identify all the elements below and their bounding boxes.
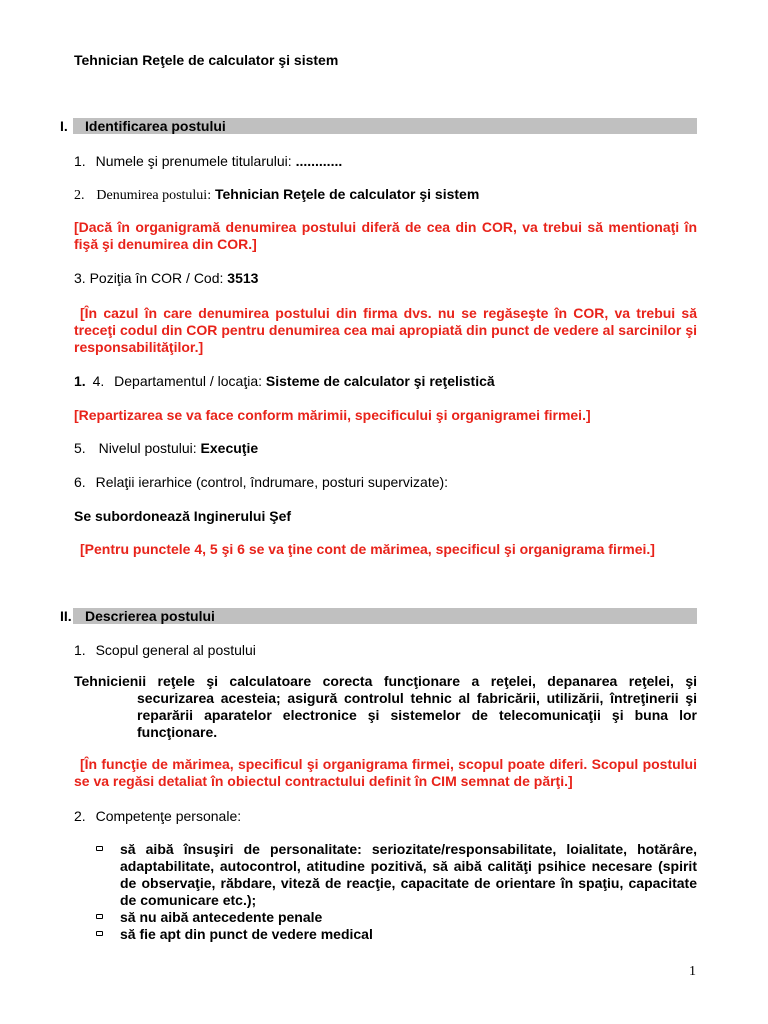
item-prefix: 1. xyxy=(74,373,86,389)
subordination-text: Se subordonează Inginerului Şef xyxy=(74,508,292,524)
item-departament xyxy=(74,373,495,390)
note-puncte: [Pentru punctele 4, 5 şi 6 se va ţine cont de mărimea, specificul şi organigrama firmei.] xyxy=(80,541,655,557)
item-label: 3. Poziţia în COR / Cod: xyxy=(74,270,224,286)
item-number: 2. xyxy=(74,808,86,824)
item-number: 4. xyxy=(92,373,105,389)
item-number: 2. xyxy=(74,188,85,203)
item-label: Departamentul / locaţia: xyxy=(114,373,263,389)
item-value: ............ xyxy=(295,153,343,169)
item-label: Competenţe personale: xyxy=(95,808,242,824)
page-number: 1 xyxy=(689,964,696,979)
item-label: Denumirea postului: xyxy=(96,188,212,203)
item-label: Nivelul postului: xyxy=(98,440,197,456)
note-cor-code: [În cazul în care denumirea postului din firma dvs. nu se regăseşte în COR, va trebui să treceţi codul din COR pentru denumirea cea mai apropiată din punct de vedere al sarcinilor şi responsabilităţilor.] xyxy=(74,305,697,355)
section-title: Identificarea postului xyxy=(85,118,226,134)
scope-first-line: Tehnicienii reţele şi calculatoare corecta funcţionare a reţelei, depanarea reţelei, şi xyxy=(74,673,697,689)
item-label: Scopul general al postului xyxy=(95,642,256,658)
item-competente xyxy=(74,808,241,825)
note-cor-name: [Dacă în organigramă denumirea postului diferă de cea din COR, va trebui să mentionaţi în fişă şi denumirea din COR.] xyxy=(74,219,697,252)
checkbox-bullet-icon xyxy=(96,931,103,936)
bullet-item: să fie apt din punct de vedere medical xyxy=(120,926,373,942)
item-scop xyxy=(74,642,256,659)
item-label: Numele şi prenumele titularului: xyxy=(95,153,292,169)
section-number: I. xyxy=(60,118,68,134)
item-nivel xyxy=(74,440,258,457)
document-title: Tehnician Reţele de calculator şi sistem xyxy=(74,52,339,68)
item-value: Execuţie xyxy=(200,440,259,456)
bullet-item: să aibă însuşiri de personalitate: seriozitate/responsabilitate, loialitate, hotărâre, adaptabilitate, autocontrol, atitudine pozitivă, să aibă calităţi psihice necesare (spirit de observaţie, răbdare, viteză de reacţie, capacitate de orientare în spaţiu, capacitate de comunicare etc.); xyxy=(120,841,697,908)
scope-continuation: securizarea acesteia; asigură controlul tehnic al fabricării, utilizării, întreţinerii şi reparării aparatelor electronice şi sistemelor de telecomunicaţii şi buna lor funcţionare. xyxy=(137,690,697,740)
section-title: Descrierea postului xyxy=(85,608,215,624)
item-denumirea xyxy=(74,186,479,204)
item-value: Sisteme de calculator şi reţelistică xyxy=(265,373,495,389)
note-repartizare: [Repartizarea se va face conform mărimii, specificului şi organigramei firmei.] xyxy=(74,407,591,423)
item-value: 3513 xyxy=(227,270,259,286)
bullet-item: să nu aibă antecedente penale xyxy=(120,909,323,925)
item-value: Tehnician Reţele de calculator şi sistem xyxy=(214,186,480,202)
item-relatii xyxy=(74,474,448,491)
item-cor-code xyxy=(74,270,258,287)
item-number: 1. xyxy=(74,642,86,658)
checkbox-bullet-icon xyxy=(96,846,103,851)
note-scop: [În funcţie de mărimea, specificul şi organigrama firmei, scopul poate diferi. Scopul postului se va regăsi detaliat în obiectul contractului definit în CIM semnat de părţi.] xyxy=(74,756,697,789)
item-numele xyxy=(74,153,342,170)
section-number: II. xyxy=(60,608,72,624)
item-label: Relaţii ierarhice (control, îndrumare, posturi supervizate): xyxy=(95,474,449,490)
item-number: 1. xyxy=(74,153,86,169)
checkbox-bullet-icon xyxy=(96,914,103,919)
item-number: 5. xyxy=(74,440,86,456)
item-number: 6. xyxy=(74,474,86,490)
